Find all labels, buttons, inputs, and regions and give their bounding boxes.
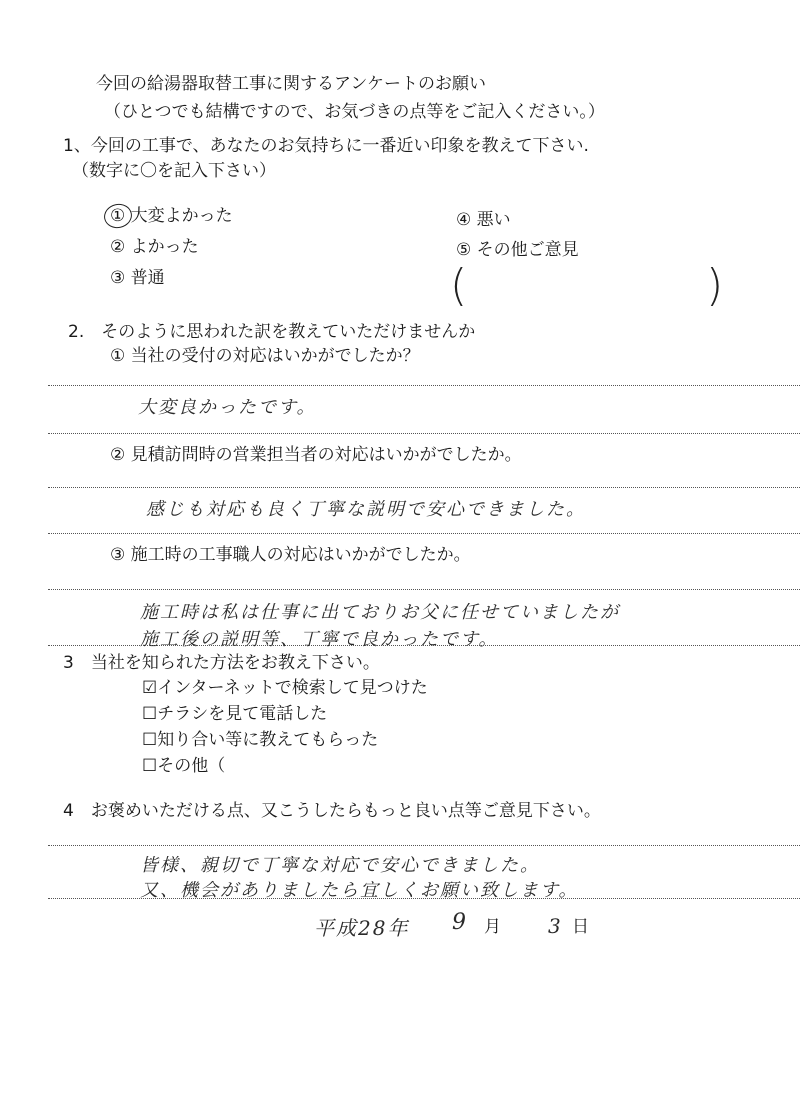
q4-text: 4 お褒めいただける点、又こうしたらもっと良い点等ご意見下さい。 bbox=[63, 801, 601, 821]
q1-text: 1、今回の工事で、あなたのお気持ちに一番近い印象を教えて下さい. bbox=[63, 136, 589, 156]
date-day-unit: 日 bbox=[572, 917, 589, 937]
answer-line bbox=[48, 589, 800, 590]
answer-line bbox=[48, 433, 800, 434]
q1-option-4[interactable]: ④ 悪い bbox=[456, 210, 511, 230]
q1-close-paren: ) bbox=[706, 260, 724, 311]
q1-option-2[interactable]: ② よかった bbox=[110, 237, 199, 257]
q1-option-1[interactable]: ① 大変よかった bbox=[110, 206, 233, 226]
q2-answer-3a[interactable]: 施工時は私は仕事に出ておりお父に任せていましたが bbox=[140, 602, 620, 623]
answer-line bbox=[48, 533, 800, 534]
answer-line bbox=[48, 898, 800, 899]
q4-answer-1[interactable]: 皆様、親切で丁寧な対応で安心できました。 bbox=[140, 855, 540, 876]
q2-sub3: ③ 施工時の工事職人の対応はいかがでしたか。 bbox=[110, 545, 471, 565]
date-month[interactable]: 9 bbox=[452, 910, 468, 935]
q1-open-paren: ( bbox=[450, 260, 468, 311]
q4-answer-2[interactable]: 又、機会がありましたら宜しくお願い致します。 bbox=[140, 880, 579, 901]
answer-line bbox=[48, 845, 800, 846]
date-day[interactable]: 3 bbox=[548, 914, 563, 938]
q2-answer-3b[interactable]: 施工後の説明等、丁寧で良かったです。 bbox=[140, 629, 499, 650]
q3-option-internet[interactable]: ☑インターネットで検索して見つけた bbox=[142, 678, 428, 698]
q1-option-3[interactable]: ③ 普通 bbox=[110, 268, 165, 288]
q3-text: 3 当社を知られた方法をお教え下さい。 bbox=[63, 653, 380, 673]
q3-option-other[interactable]: ☐その他（ bbox=[142, 756, 226, 776]
q2-sub2: ② 見積訪問時の営業担当者の対応はいかがでしたか。 bbox=[110, 445, 522, 465]
q3-option-acquaintance[interactable]: ☐知り合い等に教えてもらった bbox=[142, 730, 379, 750]
q2-text: 2. そのように思われた訳を教えていただけませんか bbox=[68, 322, 476, 342]
survey-title: 今回の給湯器取替工事に関するアンケートのお願い bbox=[96, 74, 486, 94]
q2-sub1: ① 当社の受付の対応はいかがでしたか？ bbox=[110, 346, 420, 366]
survey-subtitle: （ひとつでも結構ですので、お気づきの点等をご記入ください。） bbox=[104, 102, 605, 122]
q2-answer-1[interactable]: 大変良かったです。 bbox=[138, 397, 317, 418]
date-era[interactable]: 平成28年 bbox=[314, 916, 410, 940]
q1-note: （数字に〇を記入下さい） bbox=[72, 161, 276, 181]
answer-line bbox=[48, 645, 800, 646]
answer-line bbox=[48, 487, 800, 488]
date-month-unit: 月 bbox=[484, 917, 501, 937]
q1-option-5[interactable]: ⑤ その他ご意見 bbox=[456, 240, 579, 260]
q3-option-flyer[interactable]: ☐チラシを見て電話した bbox=[142, 704, 328, 724]
answer-line bbox=[48, 385, 800, 386]
q2-answer-2[interactable]: 感じも対応も良く丁寧な説明で安心できました。 bbox=[146, 499, 586, 520]
